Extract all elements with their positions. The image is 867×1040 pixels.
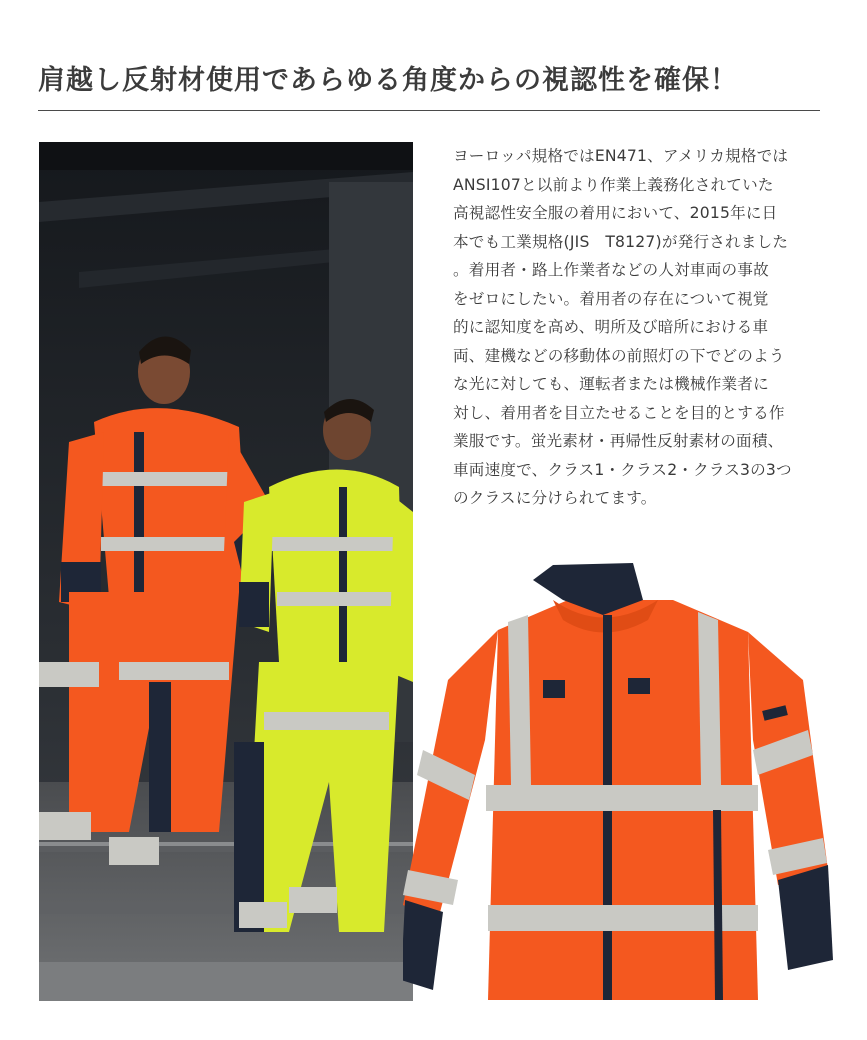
jacket-product-image <box>403 560 833 1000</box>
headline-divider <box>38 110 820 111</box>
description-line: をゼロにしたい。着用者の存在について視覚 <box>453 289 769 308</box>
description-line: のクラスに分けられてます。 <box>453 489 657 507</box>
description-line: 業服です。蛍光素材・再帰性反射素材の面積、 <box>453 432 784 450</box>
description-line: ヨーロッパ規格ではEN471、アメリカ規格では <box>453 147 789 165</box>
description-text <box>453 142 833 513</box>
description-line: 車両速度で、クラス1・クラス2・クラス3の3つ <box>453 460 792 479</box>
description-line: ANSI107と以前より作業上義務化されていた <box>453 175 774 194</box>
description-line: 的に認知度を高め、明所及び暗所における車 <box>453 318 769 336</box>
description-line: 本でも工業規格(JIS T8127)が発行されました <box>453 232 789 251</box>
description-line: 対し、着用者を目立たせることを目的とする作 <box>453 403 785 422</box>
page-headline: 肩越し反射材使用であらゆる角度からの視認性を確保！ <box>38 65 738 96</box>
description-line: 両、建機などの移動体の前照灯の下でどのよう <box>453 346 785 365</box>
description-line: 高視認性安全服の着用において、2015年に日 <box>453 204 778 222</box>
description-line: な光に対しても、運転者または機械作業者に <box>453 375 769 393</box>
workers-photo <box>39 142 413 1001</box>
description-line: 。着用者・路上作業者などの人対車両の事故 <box>453 261 769 279</box>
